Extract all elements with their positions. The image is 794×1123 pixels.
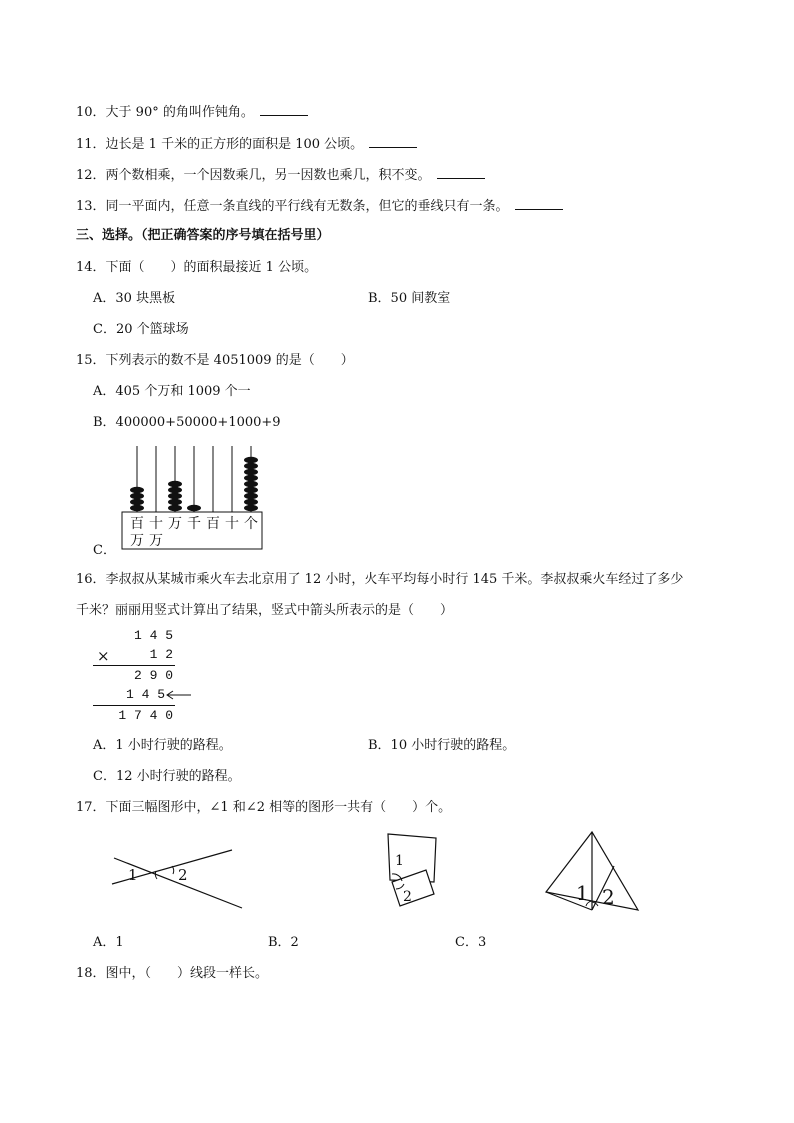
question-11-text: 11．边长是 1 千米的正方形的面积是 100 公顷。: [76, 137, 364, 152]
calc-line-1: [93, 665, 175, 666]
abacus-place-label: 万: [168, 516, 182, 532]
question-12-text: 12．两个数相乘，一个因数乘几，另一因数也乘几，积不变。: [76, 168, 431, 183]
question-14-option-a[interactable]: A．30 块黑板: [93, 291, 176, 306]
arrow-left-icon: [165, 688, 193, 702]
question-16-line2: 千米？丽丽用竖式计算出了结果，竖式中箭头所表示的是（ ）: [76, 603, 454, 618]
abacus-bead: [244, 475, 258, 481]
angle-figure-3: [542, 828, 646, 916]
abacus-bead: [130, 505, 144, 511]
abacus-place-label-second-line: 万: [130, 533, 144, 549]
abacus-bead: [244, 505, 258, 511]
angle-figure-2: [382, 830, 442, 912]
question-10: [76, 103, 308, 121]
question-17-option-c[interactable]: C．3: [455, 935, 487, 950]
abacus-place-label: 百: [206, 516, 220, 532]
angle-1-label: 1: [395, 853, 404, 869]
question-13: [76, 197, 563, 215]
question-15-option-a[interactable]: A．405 个万和 1009 个一: [93, 384, 251, 399]
angle-1-label: 1: [576, 881, 589, 905]
question-12: [76, 166, 485, 184]
abacus-bead: [130, 499, 144, 505]
answer-blank-11[interactable]: [369, 135, 417, 148]
abacus-place-label: 十: [225, 516, 239, 532]
question-15-text: 15．下列表示的数不是 4051009 的是（ ）: [76, 353, 354, 368]
abacus-place-label: 十: [149, 516, 163, 532]
calc-operand-2: 1 2: [149, 647, 173, 662]
abacus-rods: [137, 446, 251, 512]
calc-times-sign: ×: [97, 647, 110, 665]
question-17-option-a[interactable]: A．1: [93, 935, 124, 950]
angle-2-label: 2: [602, 885, 615, 909]
angle-figure-1: [108, 842, 248, 914]
abacus-bead: [130, 493, 144, 499]
abacus-bead: [244, 457, 258, 463]
calc-partial-1: 2 9 0: [133, 668, 173, 683]
vertical-multiplication: [93, 628, 193, 724]
abacus-bead: [244, 463, 258, 469]
abacus-bead: [244, 469, 258, 475]
angle-2-label: 2: [178, 866, 188, 884]
abacus-bead: [168, 481, 182, 487]
question-13-text: 13．同一平面内，任意一条直线的平行线有无数条，但它的垂线只有一条。: [76, 199, 509, 214]
abacus-bead: [168, 487, 182, 493]
question-15-option-c[interactable]: C．: [93, 543, 116, 558]
question-16-option-c[interactable]: C．12 小时行驶的路程。: [93, 769, 241, 784]
calc-line-2: [93, 705, 175, 706]
abacus-bead: [168, 499, 182, 505]
question-14-option-b[interactable]: B．50 间教室: [368, 291, 451, 306]
abacus-bead: [244, 499, 258, 505]
abacus-bead: [244, 481, 258, 487]
abacus-place-label: 千: [187, 516, 201, 532]
abacus-bead: [244, 487, 258, 493]
calc-partial-2: 1 4 5: [125, 687, 165, 702]
question-16-option-b[interactable]: B．10 小时行驶的路程。: [368, 738, 516, 753]
abacus-place-label-second-line: 万: [149, 533, 163, 549]
question-14-text: 14．下面（ ）的面积最接近 1 公顷。: [76, 260, 318, 275]
angle-1-label: 1: [128, 866, 138, 884]
abacus-bead: [168, 505, 182, 511]
question-16-line1: 16．李叔叔从某城市乘火车去北京用了 12 小时，火车平均每小时行 145 千米。李叔叔乘火车经过了多少: [76, 572, 684, 587]
answer-blank-13[interactable]: [515, 197, 563, 210]
question-18-text: 18．图中，（ ）线段一样长。: [76, 966, 269, 981]
calc-operand-1: 1 4 5: [133, 628, 173, 643]
question-11: [76, 135, 417, 153]
question-14-option-c[interactable]: C．20 个篮球场: [93, 322, 189, 337]
question-10-text: 10．大于 90° 的角叫作钝角。: [76, 105, 254, 120]
abacus-place-label: 个: [244, 516, 258, 532]
answer-blank-10[interactable]: [260, 103, 308, 116]
abacus-bead: [244, 493, 258, 499]
abacus-bead: [187, 505, 201, 511]
question-17-text: 17．下面三幅图形中，∠1 和∠2 相等的图形一共有（ ）个。: [76, 800, 452, 815]
abacus-figure: [112, 440, 272, 552]
angle-2-label: 2: [403, 889, 412, 905]
abacus-place-label: 百: [130, 516, 144, 532]
calc-result: 1 7 4 0: [118, 708, 173, 723]
question-17-option-b[interactable]: B．2: [268, 935, 299, 950]
question-15-option-b[interactable]: B．400000+50000+1000+9: [93, 415, 281, 430]
abacus-bead: [130, 487, 144, 493]
answer-blank-12[interactable]: [437, 166, 485, 179]
section-3-title: 三、选择。（把正确答案的序号填在括号里）: [76, 228, 330, 243]
abacus-bead: [168, 493, 182, 499]
question-16-option-a[interactable]: A．1 小时行驶的路程。: [93, 738, 232, 753]
